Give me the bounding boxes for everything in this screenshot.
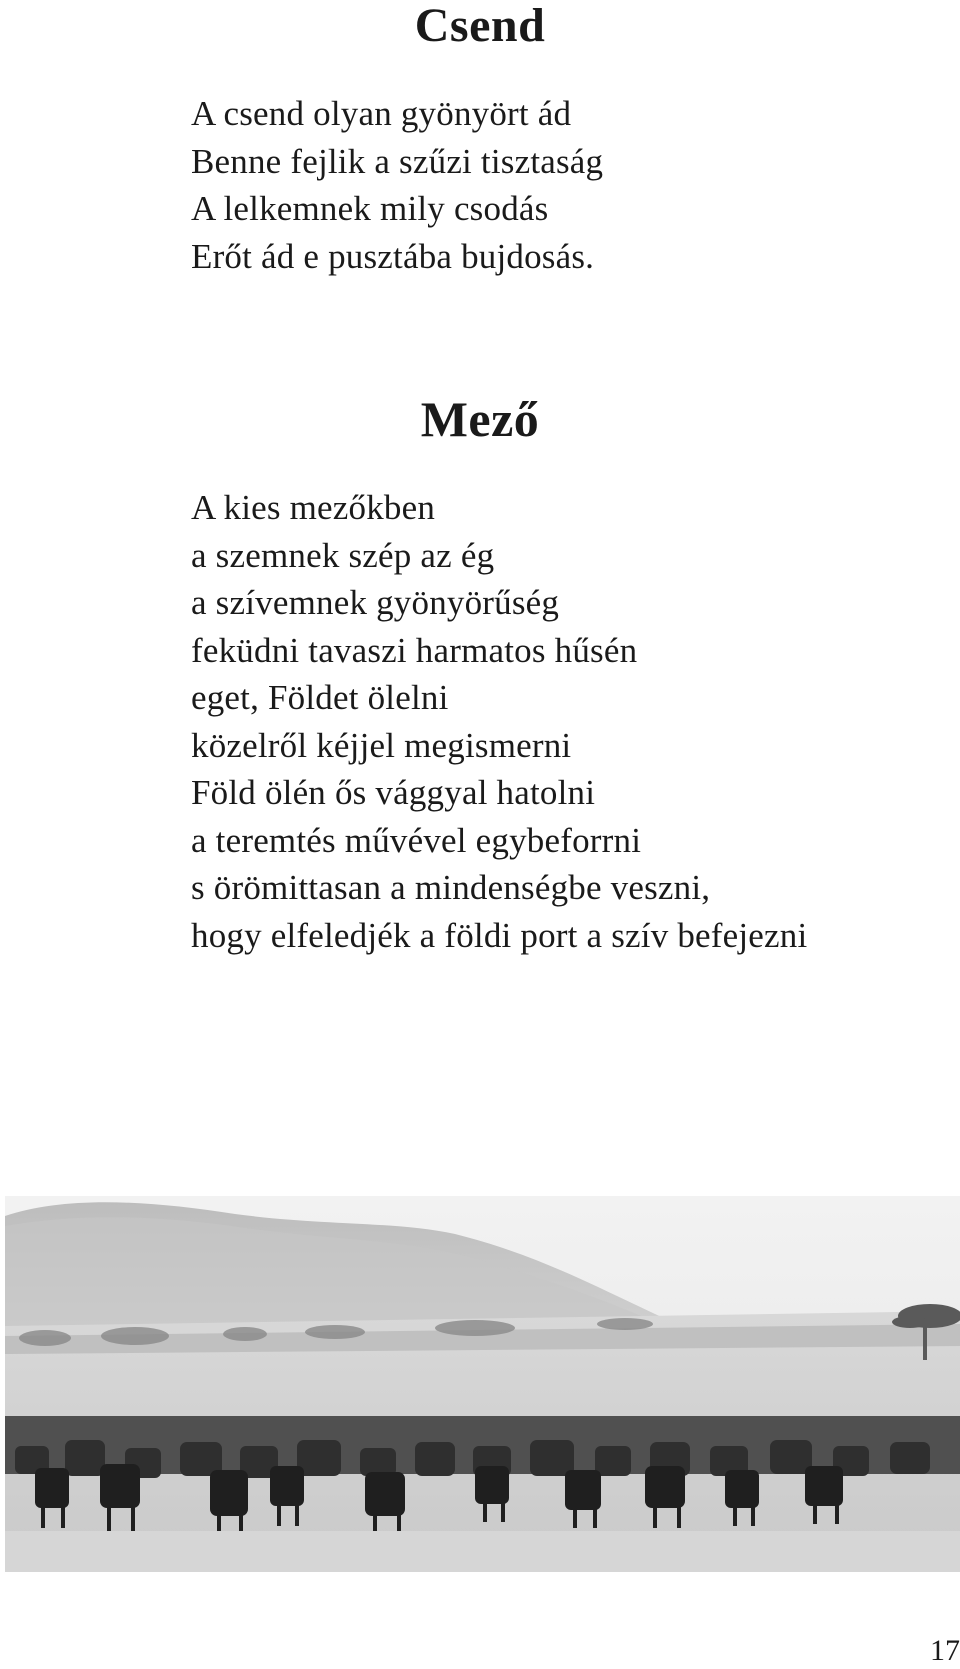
- poem-title-mezo: Mező: [420, 391, 540, 447]
- poem-line: Benne fejlik a szűzi tisztaság: [191, 141, 604, 181]
- poem-line: Föld ölén ős vággyal hatolni: [191, 773, 596, 812]
- page-number: 17: [930, 1634, 960, 1667]
- poem-line: a szívemnek gyönyörűség: [191, 583, 560, 622]
- savanna-herd-photo: [5, 1196, 960, 1572]
- poem-stanza-csend: [191, 90, 603, 280]
- poem-line: A lelkemnek mily csodás: [191, 189, 549, 228]
- poem-line: Erőt ád e pusztába bujdosás.: [191, 236, 595, 276]
- poem-line: a szemnek szép az ég: [191, 535, 495, 575]
- poem-line: hogy elfeledjék a földi port a szív befejezni: [191, 915, 808, 955]
- poem-line: közelről kéjjel megismerni: [191, 725, 572, 765]
- poem-line: s örömittasan a mindenségbe veszni,: [191, 868, 711, 907]
- poem-stanza-mezo: [191, 484, 807, 959]
- poem-line: A csend olyan gyönyört ád: [191, 94, 572, 133]
- poem-title-csend: Csend: [414, 0, 546, 52]
- poem-line: A kies mezőkben: [191, 488, 436, 527]
- poem-line: eget, Földet ölelni: [191, 678, 449, 717]
- poem-line: feküdni tavaszi harmatos hűsén: [191, 630, 638, 670]
- poem-line: a teremtés művével egybeforrni: [191, 820, 642, 860]
